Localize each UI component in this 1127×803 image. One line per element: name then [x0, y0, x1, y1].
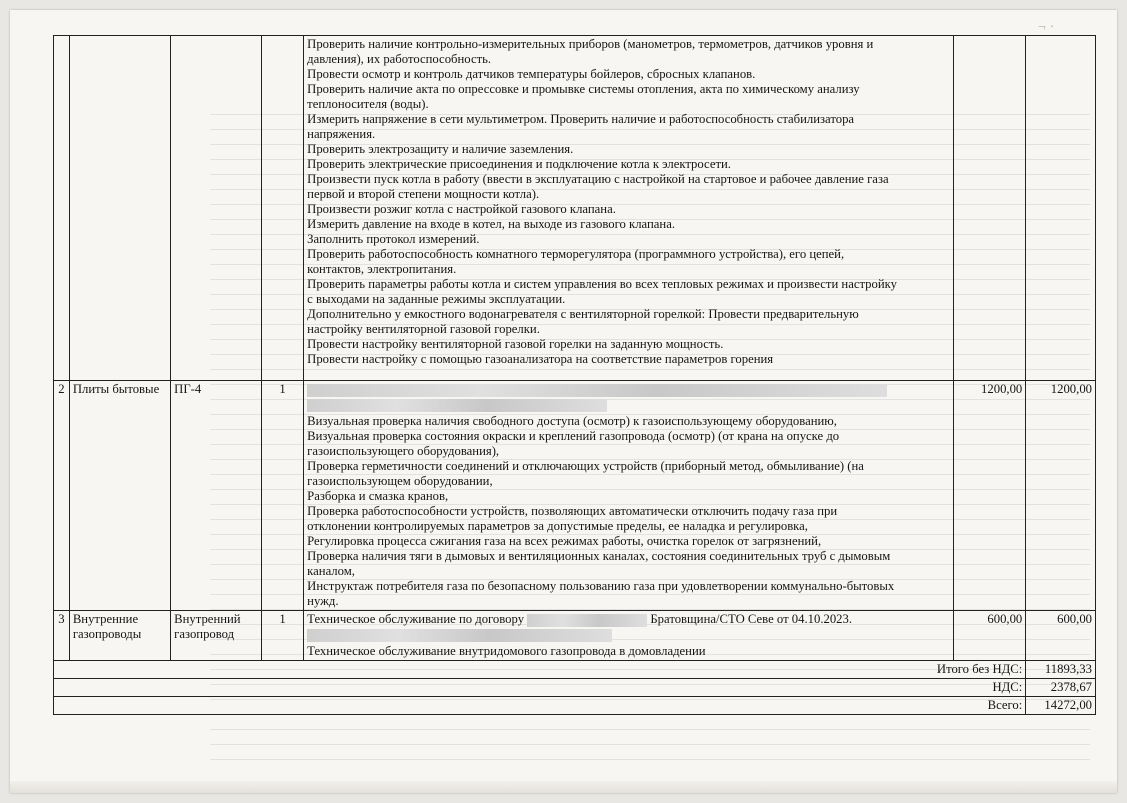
- totals-row: [54, 697, 1096, 715]
- quantity: 1: [261, 611, 303, 661]
- contract-prefix: Техническое обслуживание по договору: [307, 612, 525, 626]
- work-description: [304, 36, 954, 381]
- description-line: Заполнить протокол измерений.: [307, 232, 480, 246]
- row-number: 2: [54, 381, 70, 611]
- grand-total-label: Всего:: [54, 697, 1026, 715]
- table-row: [54, 381, 1096, 611]
- unit-price: 1200,00: [954, 381, 1026, 611]
- totals-row: [54, 679, 1096, 697]
- description-line: Произвести пуск котла в работу (ввести в эксплуатацию с настройкой на стартовое и рабочее давление газа: [307, 172, 889, 186]
- description-line: Проверить электрические присоединения и подключение котла к электросети.: [307, 157, 731, 171]
- contract-suffix: Братовщина/СТО Севе от 04.10.2023.: [650, 612, 853, 626]
- description-line: Проверить работоспособность комнатного терморегулятора (программного устройства), его цепей,: [307, 247, 845, 261]
- description-line: нужд.: [307, 594, 339, 608]
- description-line: Проверить наличие акта по опрессовке и промывке системы отопления, акта по химическому анализу: [307, 82, 860, 96]
- description-line: Провести настройку с помощью газоанализатора на соответствие параметров горения: [307, 352, 774, 366]
- unit-price: 600,00: [954, 611, 1026, 661]
- total-label: Итого без НДС:: [54, 661, 1026, 679]
- description-line: газоиспользующего оборудования),: [307, 444, 500, 458]
- description-line: Провести осмотр и контроль датчиков температуры бойлеров, сбросных клапанов.: [307, 67, 756, 81]
- vat-value: 2378,67: [1026, 679, 1096, 697]
- description-line: Визуальная проверка состояния окраски и креплений газопровода (осмотр) (от крана на опуске до: [307, 429, 840, 443]
- equipment-model: [171, 36, 262, 381]
- description-line: Проверка работоспособности устройств, позволяющих автоматически отключить подачу газа при: [307, 504, 838, 518]
- redacted-block: [307, 384, 887, 397]
- redacted-block: [307, 629, 612, 642]
- description-line: настройку вентиляторной газовой горелки.: [307, 322, 540, 336]
- grand-total-value: 14272,00: [1026, 697, 1096, 715]
- description-line: газоиспользующем оборудовании,: [307, 474, 493, 488]
- equipment-model: ПГ-4: [171, 381, 262, 611]
- row-sum: 600,00: [1026, 611, 1096, 661]
- equipment-model: Внутренний газопровод: [171, 611, 262, 661]
- description-line: Проверка герметичности соединений и отключающих устройств (приборный метод, обмыливание) (на: [307, 459, 864, 473]
- quantity: [261, 36, 303, 381]
- description-line: Проверить параметры работы котла и систем управления во всех тепловых режимах и произвести настройку: [307, 277, 897, 291]
- description-line: Разборка и смазка кранов,: [307, 489, 449, 503]
- table-row: [54, 611, 1096, 661]
- redacted-contract-number: [527, 614, 647, 627]
- unit-price: [954, 36, 1026, 381]
- row-number: [54, 36, 70, 381]
- description-line: Измерить напряжение в сети мультиметром. Проверить наличие и работоспособность стабилизатора: [307, 112, 855, 126]
- description-line: с выходами на заданные режимы эксплуатации.: [307, 292, 566, 306]
- description-line: Проверить наличие контрольно-измерительных приборов (манометров, термометров, датчиков уровня и: [307, 37, 874, 51]
- description-line: Произвести розжиг котла с настройкой газового клапана.: [307, 202, 616, 216]
- description-line: каналом,: [307, 564, 355, 578]
- equipment-name: [69, 36, 170, 381]
- row-sum: 1200,00: [1026, 381, 1096, 611]
- description-line: Техническое обслуживание внутридомового газопровода в домовладении: [307, 644, 706, 658]
- total-value: 11893,33: [1026, 661, 1096, 679]
- vat-label: НДС:: [54, 679, 1026, 697]
- page-edge: [10, 781, 1117, 793]
- description-line: Провести настройку вентиляторной газовой горелки на заданную мощность.: [307, 337, 724, 351]
- description-line: Дополнительно у емкостного водонагревателя с вентиляторной горелкой: Провести предварительную: [307, 307, 859, 321]
- totals-row: [54, 661, 1096, 679]
- equipment-name: Плиты бытовые: [69, 381, 170, 611]
- services-table: [53, 35, 1096, 715]
- description-line: напряжения.: [307, 127, 376, 141]
- document-page: [10, 10, 1117, 793]
- description-line: Измерить давление на входе в котел, на выходе из газового клапана.: [307, 217, 676, 231]
- description-line: Проверить электрозащиту и наличие заземления.: [307, 142, 574, 156]
- description-line: Инструктаж потребителя газа по безопасному пользованию газа при удовлетворении коммунально-бытовых: [307, 579, 895, 593]
- work-description: [304, 381, 954, 611]
- contract-line: [307, 612, 950, 627]
- work-description: [304, 611, 954, 661]
- description-line: Проверка наличия тяги в дымовых и вентиляционных каналах, состояния соединительных труб с дымовым: [307, 549, 891, 563]
- margin-mark: ¬ ·: [1037, 20, 1054, 35]
- quantity: 1: [261, 381, 303, 611]
- table-row: [54, 36, 1096, 381]
- description-line: контактов, электропитания.: [307, 262, 457, 276]
- description-line: отклонении контролируемых параметров за допустимые пределы, ее наладка и регулировка,: [307, 519, 808, 533]
- equipment-name: Внутренние газопроводы: [69, 611, 170, 661]
- description-line: теплоносителя (воды).: [307, 97, 429, 111]
- description-line: Регулировка процесса сжигания газа на всех режимах работы, очистка горелок от загрязнений,: [307, 534, 822, 548]
- redacted-block: [307, 399, 607, 412]
- description-line: первой и второй степени мощности котла).: [307, 187, 540, 201]
- description-line: давления), их работоспособность.: [307, 52, 492, 66]
- description-line: Визуальная проверка наличия свободного доступа (осмотр) к газоиспользующему оборудованию,: [307, 414, 837, 428]
- row-sum: [1026, 36, 1096, 381]
- row-number: 3: [54, 611, 70, 661]
